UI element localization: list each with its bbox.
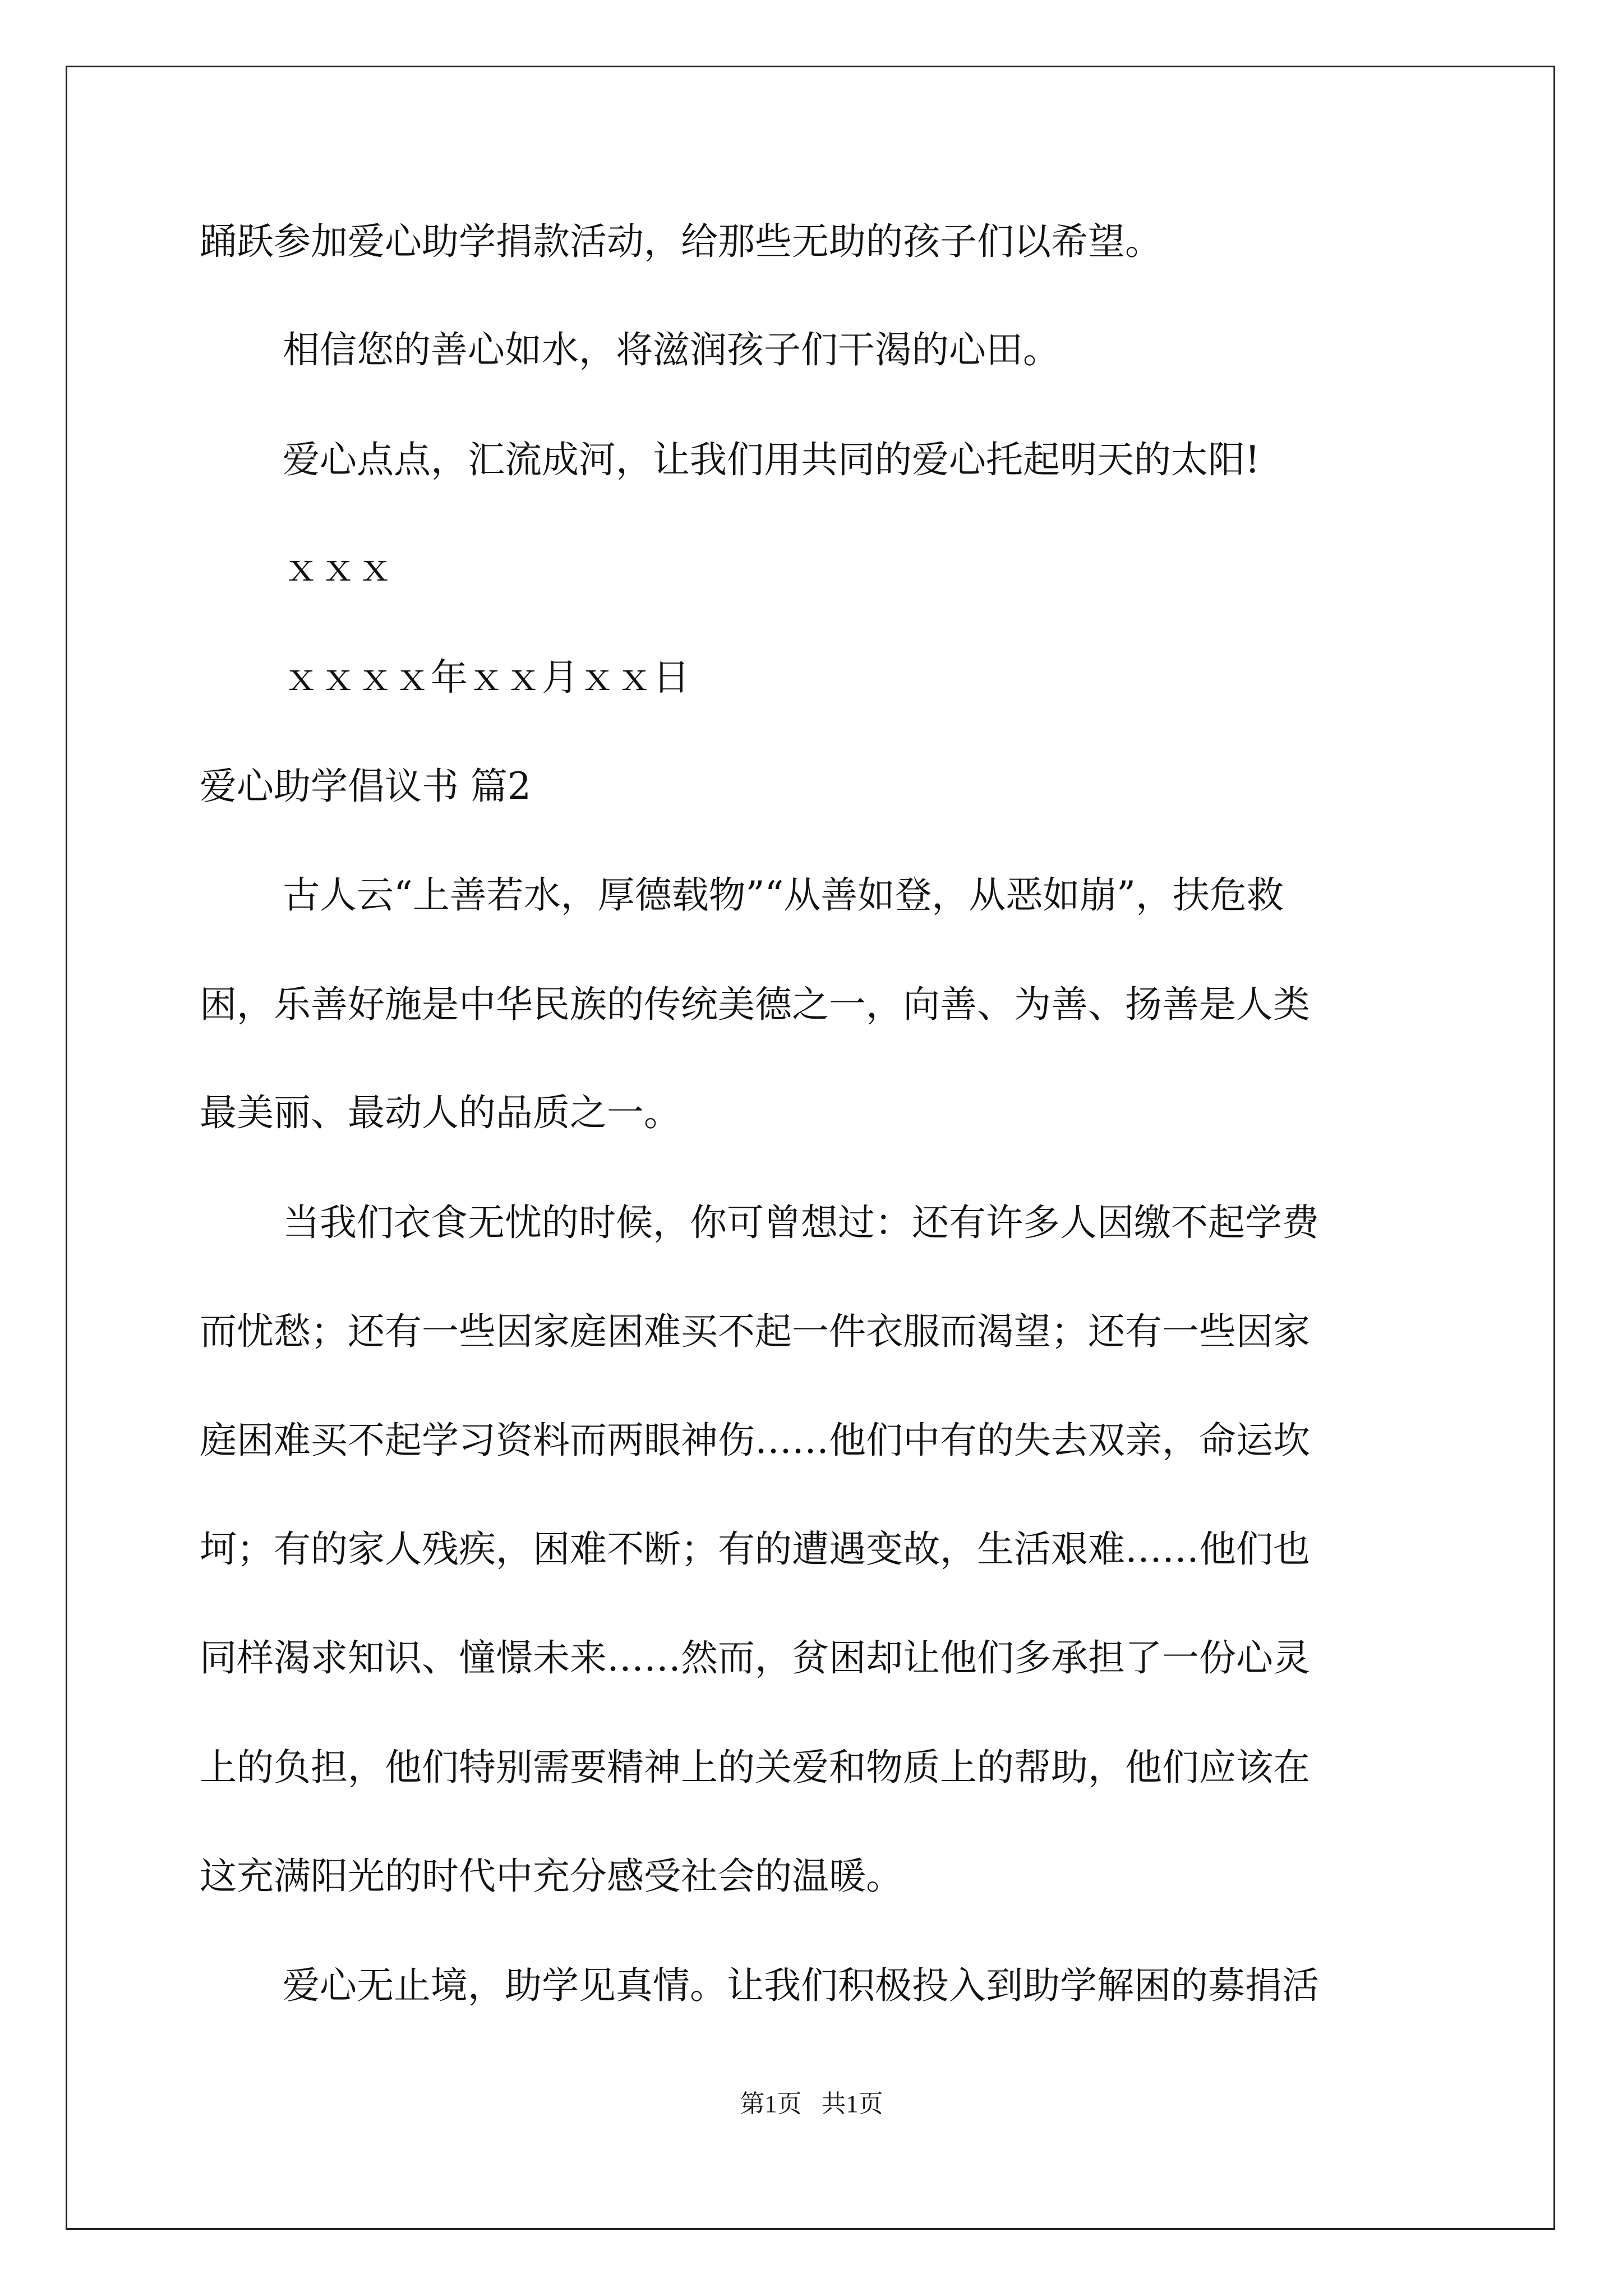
text-line: 当我们衣食无忧的时候，你可曾想过：还有许多人因缴不起学费 [283, 1201, 1319, 1244]
text-line: 困，乐善好施是中华民族的传统美德之一，向善、为善、扬善是人类 [200, 983, 1310, 1026]
signature-date: ｘｘｘｘ年ｘｘ月ｘｘ日 [283, 656, 690, 699]
text-line: 爱心无止境，助学见真情。让我们积极投入到助学解困的募捐活 [283, 1964, 1319, 2007]
text-line: 庭困难买不起学习资料而两眼神伤……他们中有的失去双亲，命运坎 [200, 1419, 1310, 1462]
text-line: 同样渴求知识、憧憬未来……然而，贫困却让他们多承担了一份心灵 [200, 1636, 1310, 1680]
page-border [66, 66, 1555, 2230]
page-number: 第1页 [740, 2090, 802, 2118]
text-line: 相信您的善心如水，将滋润孩子们干渴的心田。 [283, 328, 1060, 371]
signature-name: ｘｘｘ [283, 546, 394, 590]
text-line: 爱心点点，汇流成河，让我们用共同的爱心托起明天的太阳! [283, 438, 1260, 481]
text-line: 上的负担，他们特别需要精神上的关爱和物质上的帮助，他们应该在 [200, 1746, 1310, 1789]
text-line: 古人云“上善若水，厚德载物”“从善如登，从恶如崩”，扶危救 [283, 873, 1284, 917]
text-line: 最美丽、最动人的品质之一。 [200, 1091, 681, 1134]
page-total: 共1页 [821, 2090, 883, 2118]
section-heading: 爱心助学倡议书 篇2 [200, 765, 531, 808]
page-footer [0, 2087, 1623, 2121]
text-line: 而忧愁；还有一些因家庭困难买不起一件衣服而渴望；还有一些因家 [200, 1310, 1310, 1353]
text-line: 踊跃参加爱心助学捐款活动，给那些无助的孩子们以希望。 [200, 220, 1162, 263]
text-line: 坷；有的家人残疾，困难不断；有的遭遇变故，生活艰难……他们也 [200, 1527, 1310, 1571]
text-line: 这充满阳光的时代中充分感受社会的温暖。 [200, 1855, 903, 1898]
